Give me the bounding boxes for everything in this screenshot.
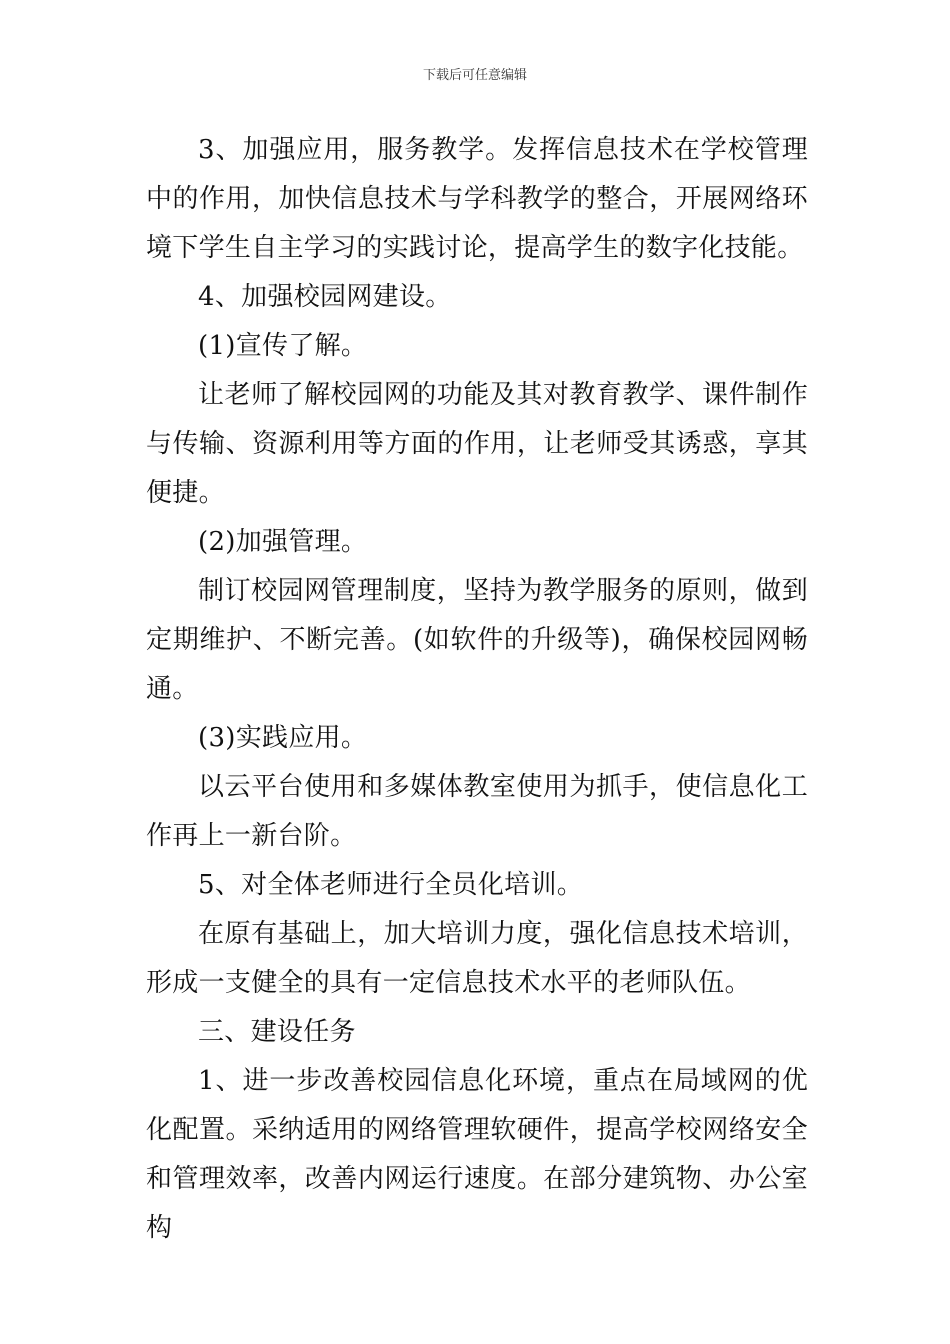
paragraph-sub-3-heading: (3)实践应用。 [198,723,368,753]
page-header: 下载后可任意编辑 [422,68,527,83]
paragraph-sub-3-body: 以云平台使用和多媒体教室使用为抓手，使信息化工作再上一新台阶。 [146,772,808,851]
paragraph-sub-1-heading: (1)宣传了解。 [198,331,368,361]
paragraph-4-campus-network: 4、加强校园网建设。 [198,282,452,312]
paragraph-sub-1-body: 让老师了解校园网的功能及其对教育教学、课件制作与传输、资源利用等方面的作用，让老师受其诱惑，享其便捷。 [146,380,808,508]
paragraph-5-training: 5、对全体老师进行全员化培训。 [198,870,584,900]
paragraph-training-body: 在原有基础上，加大培训力度，强化信息技术培训，形成一支健全的具有一定信息技术水平的老师队伍。 [146,919,808,998]
document-body [146,126,808,1253]
paragraph-sub-2-body: 制订校园网管理制度，坚持为教学服务的原则，做到定期维护、不断完善。(如软件的升级等)，确保校园网畅通。 [146,576,808,704]
paragraph-3-apply: 3、加强应用，服务教学。发挥信息技术在学校管理中的作用，加快信息技术与学科教学的整合，开展网络环境下学生自主学习的实践讨论，提高学生的数字化技能。 [146,135,808,263]
section-heading-tasks: 三、建设任务 [198,1017,356,1047]
paragraph-sub-2-heading: (2)加强管理。 [198,527,368,557]
paragraph-task-1: 1、进一步改善校园信息化环境，重点在局域网的优化配置。采纳适用的网络管理软硬件，提高学校网络安全和管理效率，改善内网运行速度。在部分建筑物、办公室构 [146,1066,808,1243]
